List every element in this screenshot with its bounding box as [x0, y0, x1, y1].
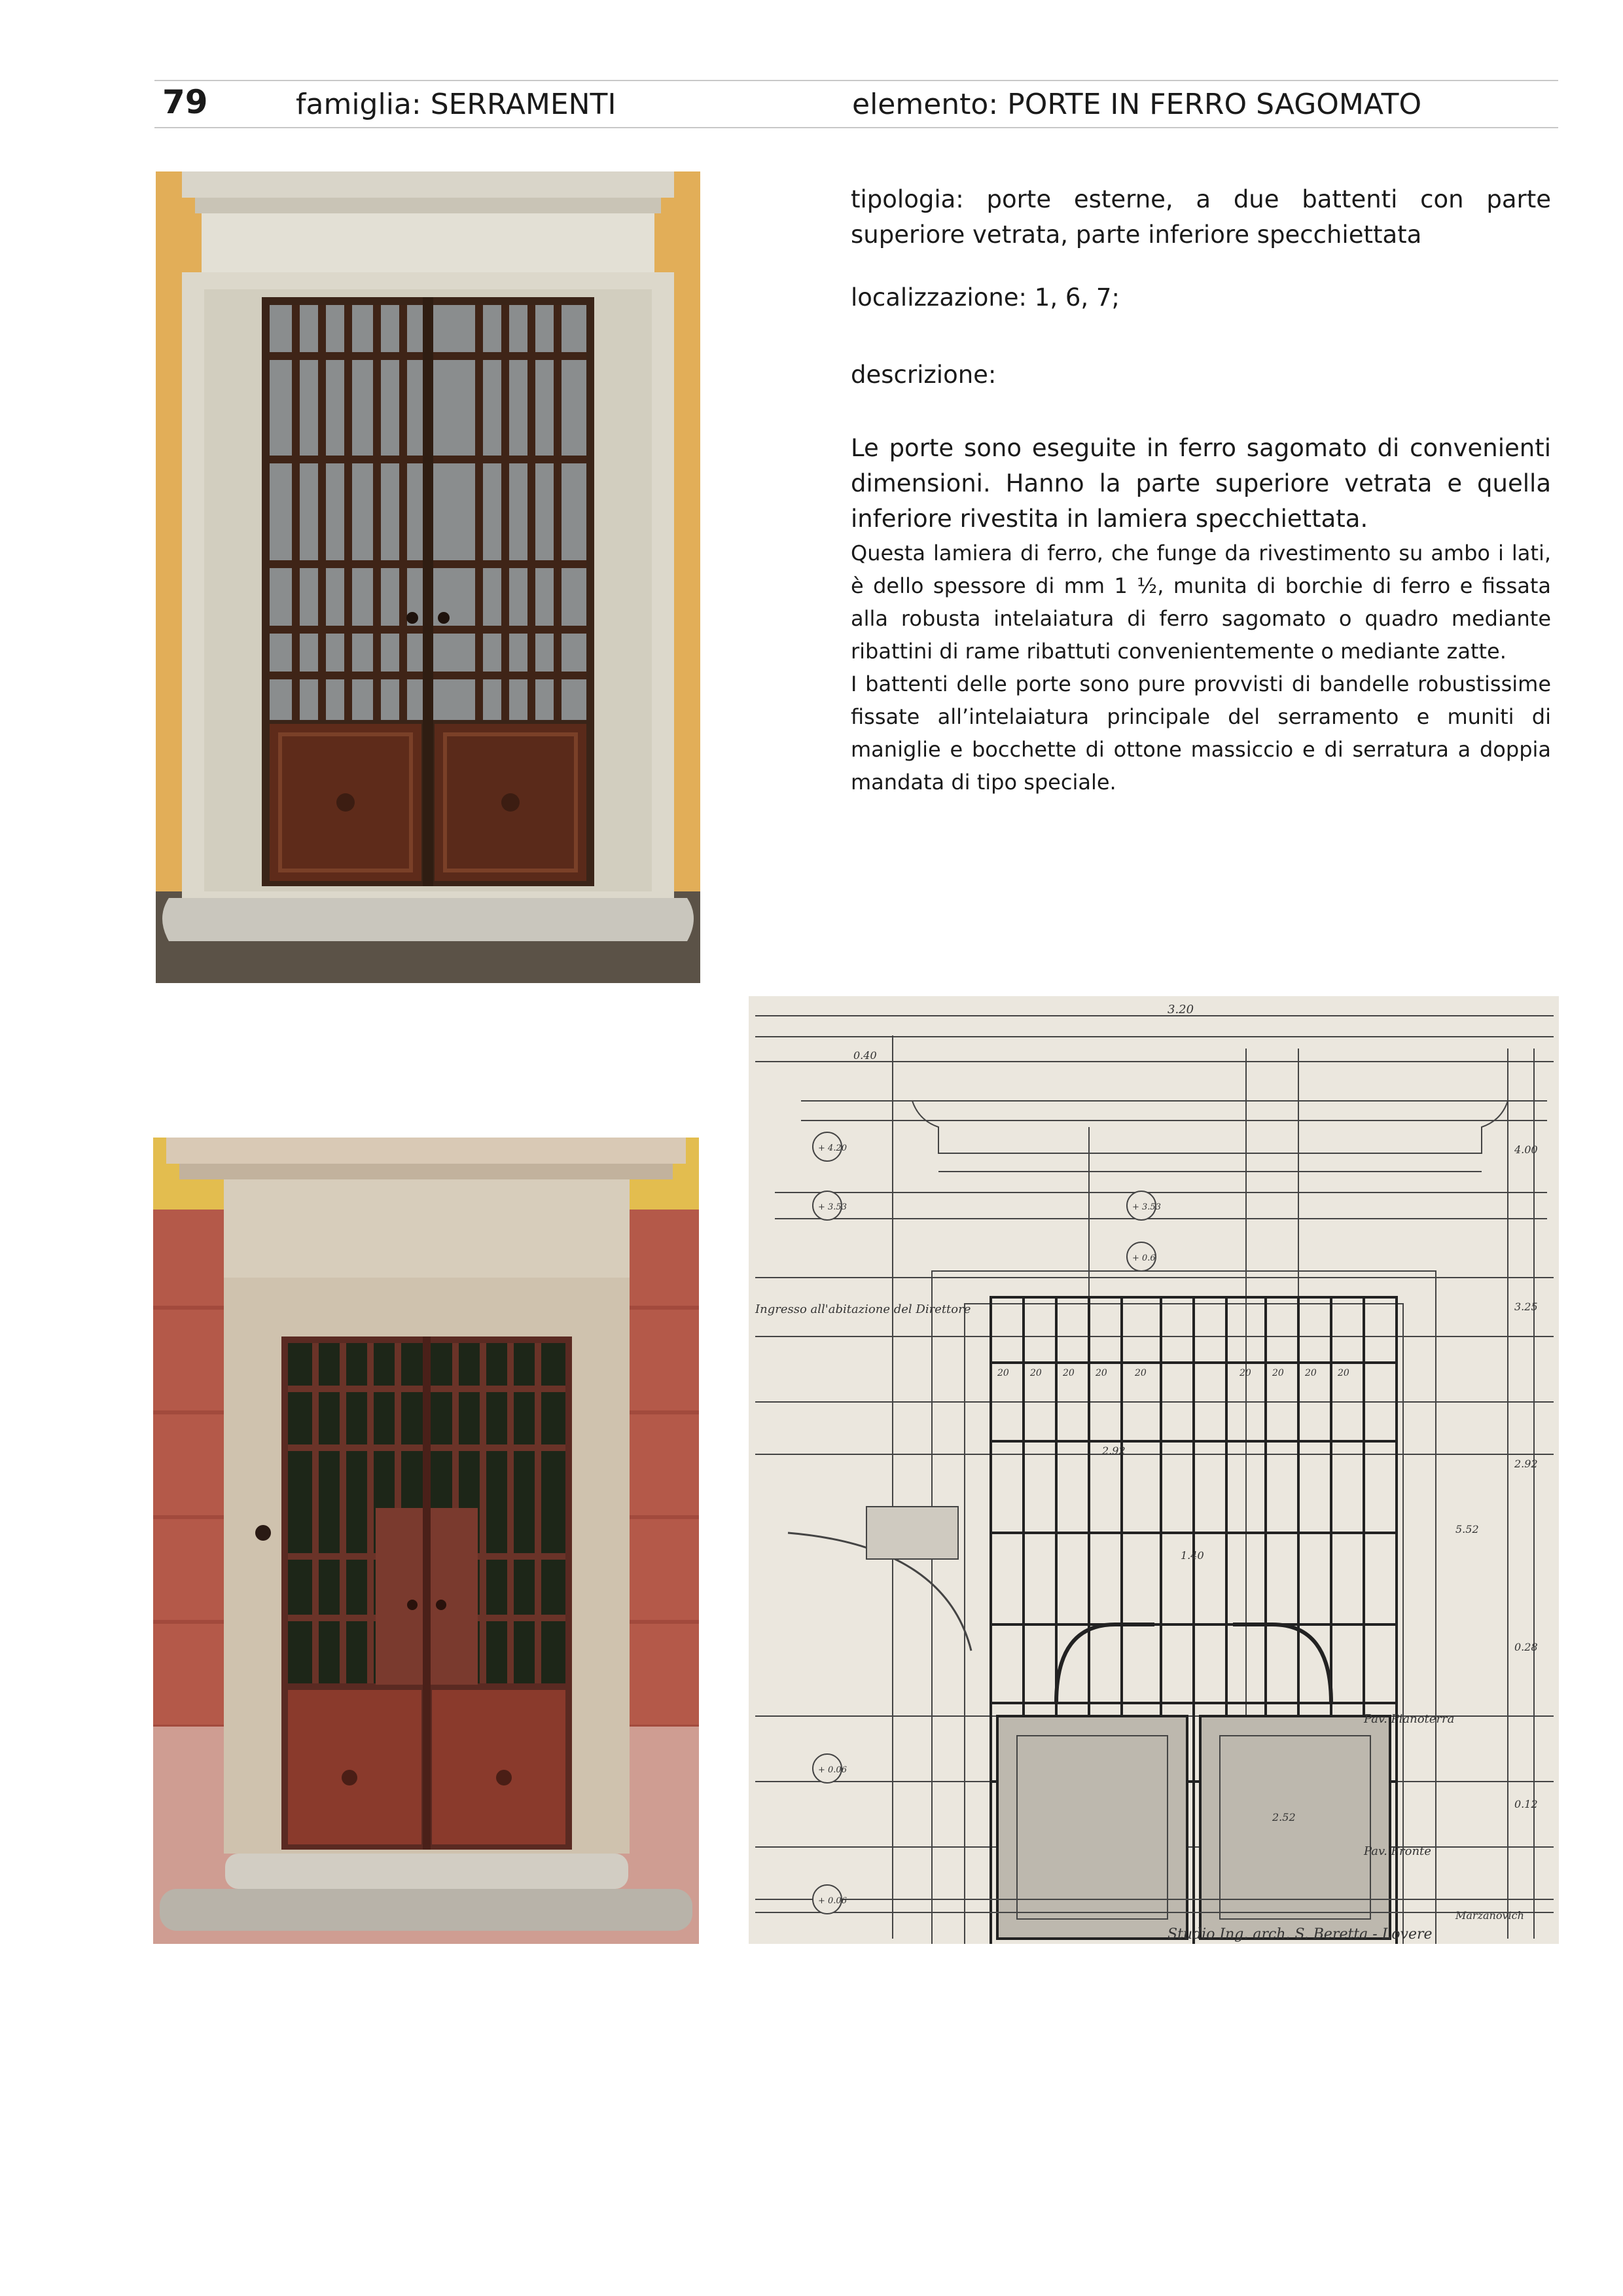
drawing-pane-dim-8: 20	[1305, 1368, 1317, 1378]
drawing-center-dim-1: 2.92	[1102, 1444, 1126, 1457]
drawing-callout-4: + 0.6	[1132, 1253, 1156, 1263]
drawing-callout-1: + 4.20	[818, 1143, 847, 1153]
drawing-approval: Marzanovich	[1455, 1909, 1524, 1922]
tipologia-block	[851, 182, 1551, 253]
drawing-side-dim-5: 0.28	[1514, 1641, 1538, 1653]
localizzazione-text: localizzazione: 1, 6, 7;	[851, 283, 1120, 312]
drawing-note-floor: Pav. Pianoterra	[1364, 1712, 1455, 1726]
drawing-side-dim-6: 0.12	[1514, 1798, 1538, 1810]
drawing-center-dim-3: 2.52	[1272, 1811, 1296, 1823]
drawing-center-dim-2: 1.40	[1181, 1549, 1204, 1562]
drawing-side-dim-3: 2.92	[1514, 1458, 1538, 1470]
tipologia-text: tipologia: porte esterne, a due battenti con parte superiore vetrata, parte inferiore specchiettata	[851, 185, 1551, 249]
drawing-pane-dim-1: 20	[997, 1368, 1009, 1378]
description-paragraph-1: Le porte sono eseguite in ferro sagomato di convenienti dimensioni. Hanno la parte superiore vetrata e quella inferiore rivestita in lamiera specchiettata.	[851, 434, 1551, 533]
drawing-callout-5: + 0.06	[818, 1765, 847, 1775]
page-number: 79	[162, 83, 208, 121]
description-block	[851, 431, 1551, 798]
localizzazione-block	[851, 280, 1551, 315]
photo-door-red	[153, 1138, 699, 1944]
descrizione-label-block	[851, 357, 1551, 393]
drawing-side-dim-1: 4.00	[1514, 1143, 1538, 1156]
description-paragraph-3: I battenti delle porte sono pure provvisti di bandelle robustissime fissate all’intelaiatura principale del serramento e muniti di maniglie e bocchette di ottone massiccio e di serratura a doppia mandata di tipo speciale.	[851, 672, 1551, 795]
family-label: famiglia: SERRAMENTI	[296, 88, 616, 121]
drawing-side-dim-4: 5.52	[1455, 1523, 1479, 1535]
drawing-pane-dim-4: 20	[1096, 1368, 1107, 1378]
element-label: elemento: PORTE IN FERRO SAGOMATO	[852, 88, 1422, 121]
descrizione-label: descrizione:	[851, 361, 997, 389]
drawing-pane-dim-5: 20	[1135, 1368, 1147, 1378]
drawing-pane-dim-2: 20	[1030, 1368, 1042, 1378]
drawing-pane-dim-6: 20	[1240, 1368, 1251, 1378]
drawing-callout-2: + 3.53	[818, 1202, 847, 1212]
drawing-note-base: Pav. Fronte	[1364, 1844, 1431, 1858]
drawing-pane-dim-7: 20	[1272, 1368, 1284, 1378]
header-top-rule	[154, 80, 1558, 81]
drawing-pane-dim-3: 20	[1063, 1368, 1075, 1378]
drawing-note-left: Ingresso all'abitazione del Direttore	[755, 1302, 971, 1316]
header-bottom-rule	[154, 127, 1558, 128]
drawing-signature: Studio Ing. arch. S. Beretta - Lovere	[1168, 1926, 1433, 1943]
drawing-side-dim-2: 3.25	[1514, 1300, 1538, 1313]
drawing-callout-6: + 0.06	[818, 1896, 847, 1906]
drawing-callout-3: + 3.53	[1132, 1202, 1161, 1212]
photo-door-ochre	[156, 171, 700, 983]
drawing-top-dim: 0.40	[853, 1049, 877, 1062]
drawing-total-width: 3.20	[1168, 1003, 1194, 1016]
description-paragraph-2: Questa lamiera di ferro, che funge da rivestimento su ambo i lati, è dello spessore di mm 1 ½, munita di borchie di ferro e fissata alla robusta intelaiatura di ferro sagomato o quadro mediante ribattini di rame ribattuti convenientemente o mediante zatte.	[851, 541, 1551, 664]
drawing-pane-dim-9: 20	[1338, 1368, 1349, 1378]
technical-drawing	[749, 996, 1559, 1944]
